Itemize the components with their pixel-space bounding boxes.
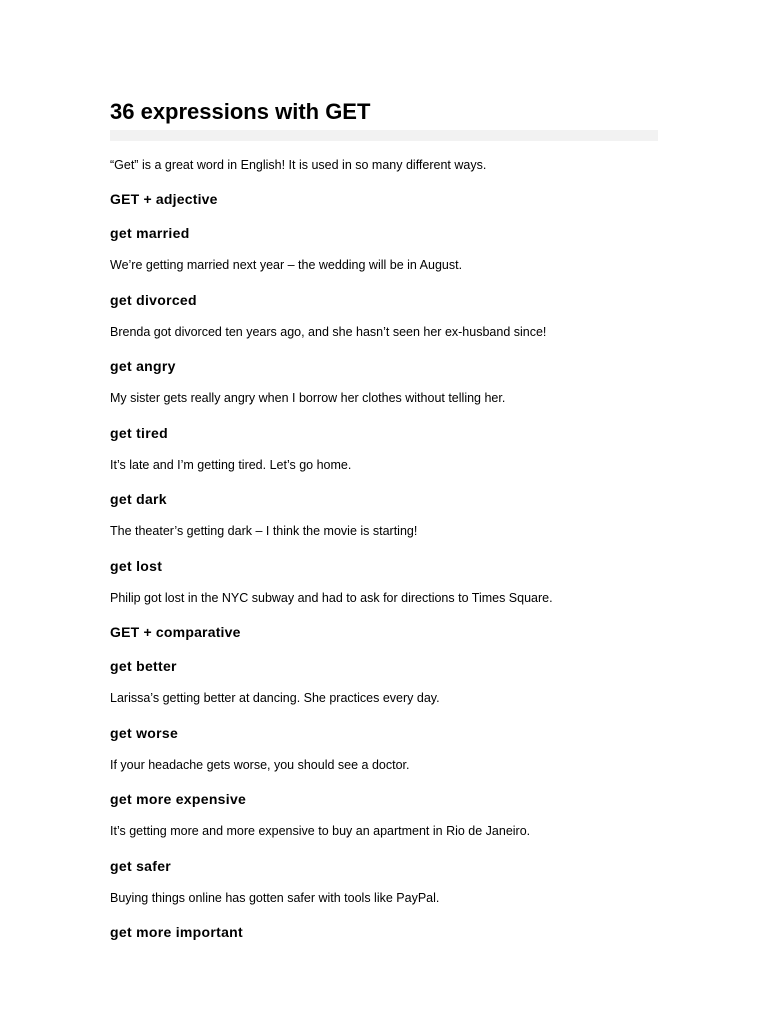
expression-term: get married bbox=[110, 225, 190, 241]
expression-example: Buying things online has gotten safer with tools like PayPal. bbox=[110, 890, 440, 905]
expression-term: get angry bbox=[110, 358, 176, 374]
expression-example: It’s late and I’m getting tired. Let’s go home. bbox=[110, 457, 352, 472]
expression-term: get more expensive bbox=[110, 791, 247, 807]
page-title: 36 expressions with GET bbox=[110, 99, 371, 124]
expression-example: If your headache gets worse, you should see a doctor. bbox=[110, 757, 410, 772]
expression-term: get worse bbox=[110, 724, 179, 741]
intro-paragraph: “Get” is a great word in English! It is used in so many different ways. bbox=[110, 158, 487, 172]
title-divider bbox=[110, 130, 658, 141]
expression-list bbox=[110, 189, 658, 954]
expression-example: My sister gets really angry when I borrow her clothes without telling her. bbox=[110, 391, 506, 405]
expression-term: get divorced bbox=[110, 291, 197, 308]
expression-term: get dark bbox=[110, 491, 167, 507]
expression-term: get lost bbox=[110, 557, 163, 574]
expression-example: Larissa’s getting better at dancing. She practices every day. bbox=[110, 691, 440, 705]
section-heading: GET + comparative bbox=[110, 624, 241, 640]
expression-term: get better bbox=[110, 658, 177, 674]
expression-example: The theater’s getting dark – I think the movie is starting! bbox=[110, 524, 418, 538]
expression-example: Philip got lost in the NYC subway and had to ask for directions to Times Square. bbox=[110, 590, 553, 605]
expression-example: It’s getting more and more expensive to buy an apartment in Rio de Janeiro. bbox=[110, 824, 531, 838]
expression-term: get more important bbox=[110, 924, 243, 940]
expression-term: get tired bbox=[110, 424, 168, 441]
section-heading: GET + adjective bbox=[110, 191, 218, 207]
expression-example: We’re getting married next year – the wedding will be in August. bbox=[110, 258, 463, 272]
expression-term: get safer bbox=[110, 857, 172, 874]
expression-example: Brenda got divorced ten years ago, and she hasn’t seen her ex-husband since! bbox=[110, 324, 547, 339]
